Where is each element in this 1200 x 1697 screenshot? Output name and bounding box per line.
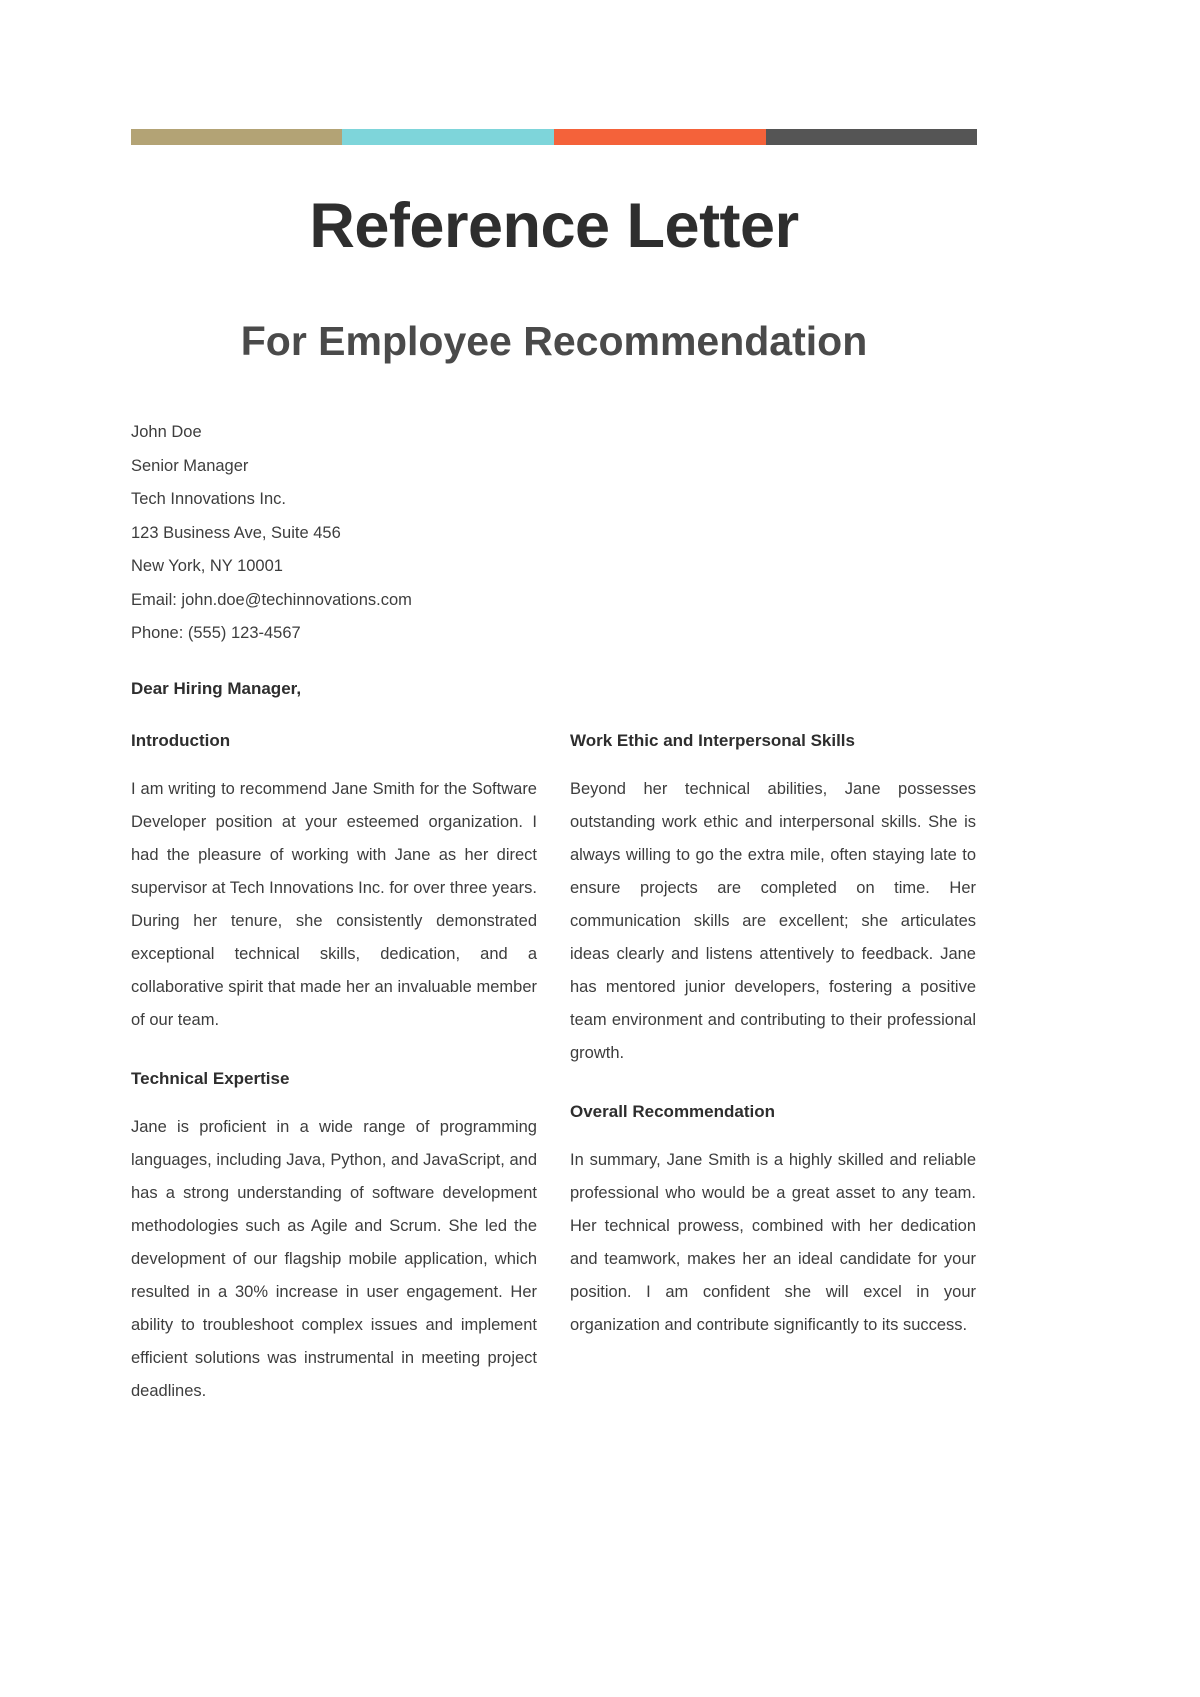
sender-email: Email: john.doe@techinnovations.com: [131, 590, 412, 609]
decorative-color-bar: [131, 129, 977, 145]
salutation: Dear Hiring Manager,: [131, 678, 302, 698]
section-heading-work-ethic: Work Ethic and Interpersonal Skills: [570, 730, 855, 750]
document-content: [131, 0, 977, 1408]
color-bar-segment-3: [554, 129, 766, 145]
sender-company: Tech Innovations Inc.: [131, 490, 287, 509]
color-bar-segment-2: [342, 129, 554, 145]
body-columns: [131, 731, 977, 1408]
section-heading-technical-expertise: Technical Expertise: [131, 1068, 290, 1088]
color-bar-segment-4: [766, 129, 977, 145]
sender-city-state-zip: New York, NY 10001: [131, 557, 283, 576]
page-subtitle: For Employee Recommendation: [240, 318, 868, 365]
section-heading-overall-recommendation: Overall Recommendation: [570, 1101, 776, 1121]
section-body-overall-recommendation: In summary, Jane Smith is a highly skilled and reliable professional who would be a great asset to any team. Her technical prowess, combined with her dedication and teamwork, makes her an ideal candidate for your position. I am confident she will excel in your organization and contribute significantly to its success.: [570, 1150, 976, 1334]
sender-job-title: Senior Manager: [131, 456, 249, 475]
sender-block: [131, 416, 977, 651]
section-body-introduction: I am writing to recommend Jane Smith for the Software Developer position at your esteemed organization. I had the pleasure of working with Jane as her direct supervisor at Tech Innovations Inc. for over three years. During her tenure, she consistently demonstrated exceptional technical skills, dedication, and a collaborative spirit that made her an invaluable member of our team.: [131, 779, 537, 1029]
body-column-right: [570, 731, 976, 1408]
color-bar-segment-1: [131, 129, 342, 145]
section-body-work-ethic: Beyond her technical abilities, Jane possesses outstanding work ethic and interpersonal skills. She is always willing to go the extra mile, often staying late to ensure projects are completed on time. Her communication skills are excellent; she articulates ideas clearly and listens attentively to feedback. Jane has mentored junior developers, fostering a positive team environment and contributing to their professional growth.: [570, 779, 976, 1062]
page-title: Reference Letter: [309, 191, 799, 261]
section-body-technical-expertise: Jane is proficient in a wide range of programming languages, including Java, Python, and JavaScript, and has a strong understanding of software development methodologies such as Agile and Scrum. She led the development of our flagship mobile application, which resulted in a 30% increase in user engagement. Her ability to troubleshoot complex issues and implement efficient solutions was instrumental in meeting project deadlines.: [131, 1117, 537, 1400]
sender-phone: Phone: (555) 123-4567: [131, 624, 301, 643]
sender-address-line: 123 Business Ave, Suite 456: [131, 523, 341, 542]
section-heading-introduction: Introduction: [131, 730, 231, 750]
sender-name: John Doe: [131, 423, 202, 442]
body-column-left: [131, 731, 537, 1408]
